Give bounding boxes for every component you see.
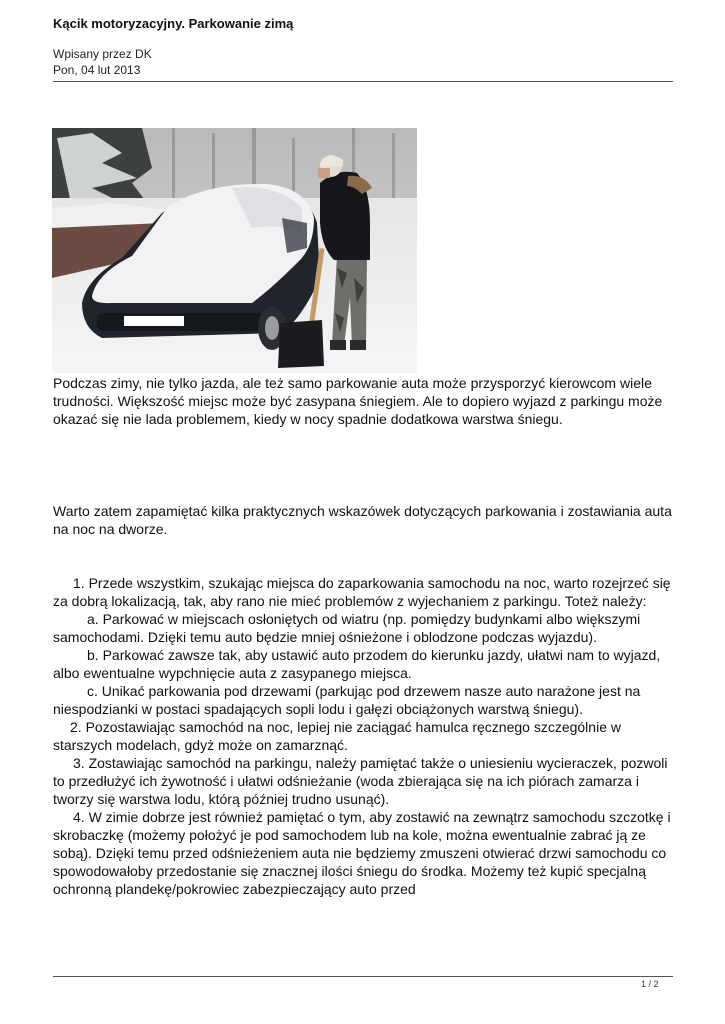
page-number: 1 / 2	[641, 979, 659, 989]
author-line: Wpisany przez DK	[53, 47, 152, 61]
list-item: a. Parkować w miejscach osłoniętych od wiatru (np. pomiędzy budynkami albo większymi samochodami. Dzięki temu auto będzie mniej ośnieżone i oblodzone podczas wyjazdu).	[53, 611, 641, 645]
tips-list	[53, 574, 673, 898]
list-item: c. Unikać parkowania pod drzewami (parkując pod drzewem nasze auto narażone jest na niespodzianki w postaci spadających sopli lodu i gałęzi obciążonych warstwą śniegu).	[53, 683, 641, 717]
list-item: 2. Pozostawiając samochód na noc, lepiej nie zaciągać hamulca ręcznego szczególnie w starszych modelach, gdyż może on zamarznąć.	[53, 719, 621, 753]
publish-date: Pon, 04 lut 2013	[53, 63, 141, 77]
footer-divider	[53, 976, 673, 977]
second-paragraph: Warto zatem zapamiętać kilka praktycznych wskazówek dotyczących parkowania i zostawiania auta na noc na dworze.	[53, 503, 672, 537]
list-item: 4. W zimie dobrze jest również pamiętać o tym, aby zostawić na zewnątrz samochodu szczotkę i skrobaczkę (możemy położyć je pod samochodem lub na kole, można ewentualnie zabrać ją ze sobą). Dzięki temu przed odśnieżeniem auta nie będziemy zmuszeni otwierać drzwi samochodu co spowodowałoby przedostanie się znacznej ilości śniegu do środka. Możemy też kupić specjalną ochronną plandekę/pokrowiec zabezpieczający auto przed	[53, 809, 671, 897]
article-title: Kącik motoryzacyjny. Parkowanie zimą	[53, 16, 294, 31]
header-divider	[53, 81, 673, 82]
list-item: 1. Przede wszystkim, szukając miejsca do zaparkowania samochodu na noc, warto rozejrzeć się za dobrą lokalizacją, tak, aby rano nie mieć problemów z wyjechaniem z parkingu. Toteż należy:	[53, 575, 671, 609]
list-item: 3. Zostawiając samochód na parkingu, należy pamiętać także o uniesieniu wycieraczek, pozwoli to przedłużyć ich żywotność i ułatwi odśnieżanie (woda zbierająca się na ich piórach zamarza i tworzy się warstwa lodu, którą później trudno usunąć).	[53, 755, 668, 807]
intro-paragraph: Podczas zimy, nie tylko jazda, ale też samo parkowanie auta może przysporzyć kierowcom wiele trudności. Większość miejsc może być zasypana śniegiem. Ale to dopiero wyjazd z parkingu może okazać się nie lada problemem, kiedy w nocy spadnie dodatkowa warstwa śniegu.	[53, 375, 663, 427]
snow-car-photo	[52, 128, 417, 373]
list-item: b. Parkować zawsze tak, aby ustawić auto przodem do kierunku jazdy, ułatwi nam to wyjazd, albo ewentualne wypchnięcie auta z zasypanego miejsca.	[53, 647, 661, 681]
